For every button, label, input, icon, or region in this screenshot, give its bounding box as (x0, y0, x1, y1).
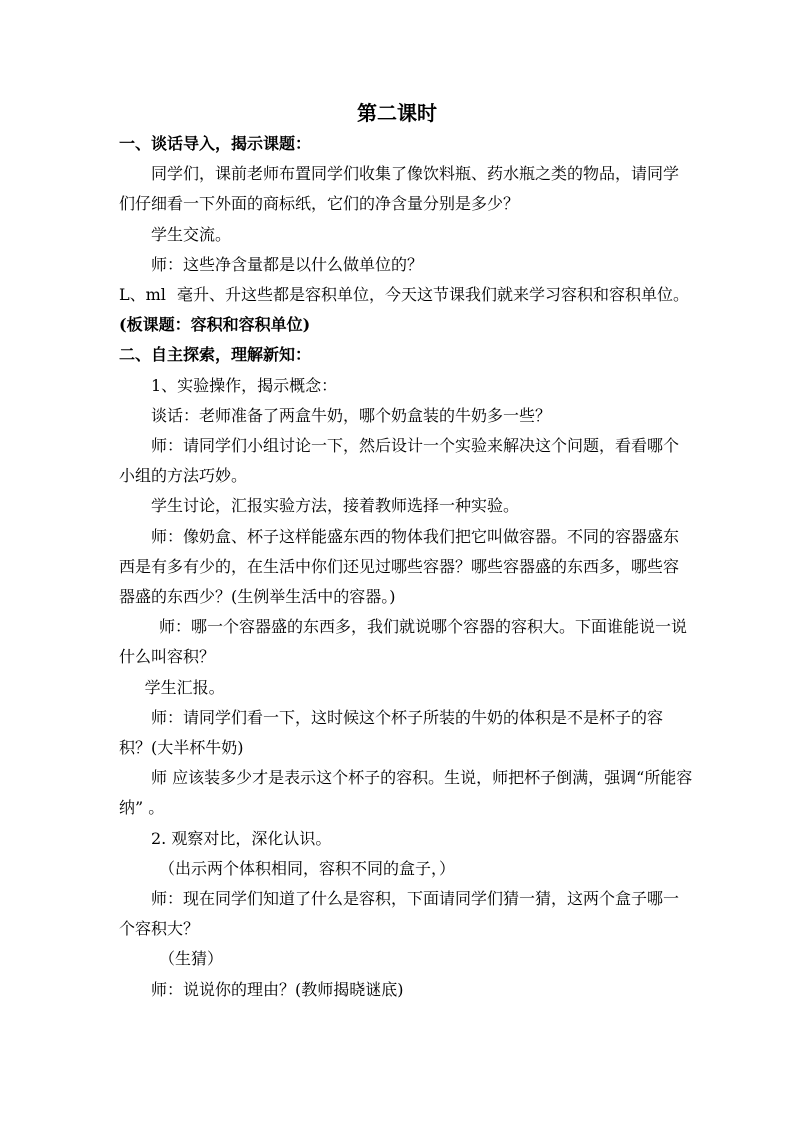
paragraph-units (119, 280, 693, 340)
page-title: 第二课时 (357, 101, 437, 125)
paragraph: 师：哪一个容器盛的东西多，我们就说哪个容器的容积大。下面谁能说一说什么叫容积？ (119, 617, 688, 667)
section-heading-2: 二、自主探索，理解新知： (119, 345, 312, 365)
paragraph: 师：现在同学们知道了什么是容积，下面请同学们猜一猜，这两个盒子哪一个容积大？ (119, 889, 680, 939)
paragraph: 学生汇报。 (144, 677, 225, 697)
section-heading-1: 一、谈话导入，揭示课题： (119, 134, 312, 153)
paragraph: 师：说说你的理由？(教师揭晓谜底) (151, 979, 404, 999)
paragraph: 师：请同学们看一下，这时候这个杯子所装的牛奶的体积是不是杯子的容积？(大半杯牛奶) (119, 707, 664, 758)
document-body (119, 129, 693, 1005)
units-text: 毫升、升这些都是容积单位，今天这节课我们就来学习容积和容积单位。 (177, 285, 690, 305)
paragraph: 谈话：老师准备了两盒牛奶，哪个奶盒装的牛奶多一些？ (151, 405, 552, 425)
paragraph: 师：这些净含量都是以什么做单位的？ (151, 254, 424, 274)
subheading: 2. 观察对比，深化认识。 (151, 828, 332, 848)
paragraph: （出示两个体积相同，容积不同的盒子，） (159, 858, 456, 878)
subheading: 1、实验操作，揭示概念： (151, 375, 338, 395)
board-title-note: (板课题：容积和容积单位) (119, 315, 311, 335)
paragraph: 同学们，课前老师布置同学们收集了像饮料瓶、药水瓶之类的物品，请同学们仔细看一下外面的商标纸，它们的净含量分别是多少？ (119, 164, 680, 214)
paragraph: 师：像奶盒、杯子这样能盛东西的物体我们把它叫做容器。不同的容器盛东西是有多有少的，在生活中你们还见过哪些容器？哪些容器盛的东西多，哪些容器盛的东西少？(生例举生活中的容器。) (119, 526, 680, 607)
units-abbrev: L、ml (119, 285, 166, 305)
paragraph: 学生讨论，汇报实验方法，接着教师选择一种实验。 (151, 496, 520, 516)
paragraph: 学生交流。 (151, 224, 232, 244)
paragraph: 师：请同学们小组讨论一下，然后设计一个实验来解决这个问题，看看哪个小组的方法巧妙。 (119, 436, 680, 486)
paragraph: （生猜） (159, 949, 224, 969)
paragraph: 师 应该装多少才是表示这个杯子的容积。生说，师把杯子倒满，强调“所能容纳” 。 (119, 768, 693, 818)
